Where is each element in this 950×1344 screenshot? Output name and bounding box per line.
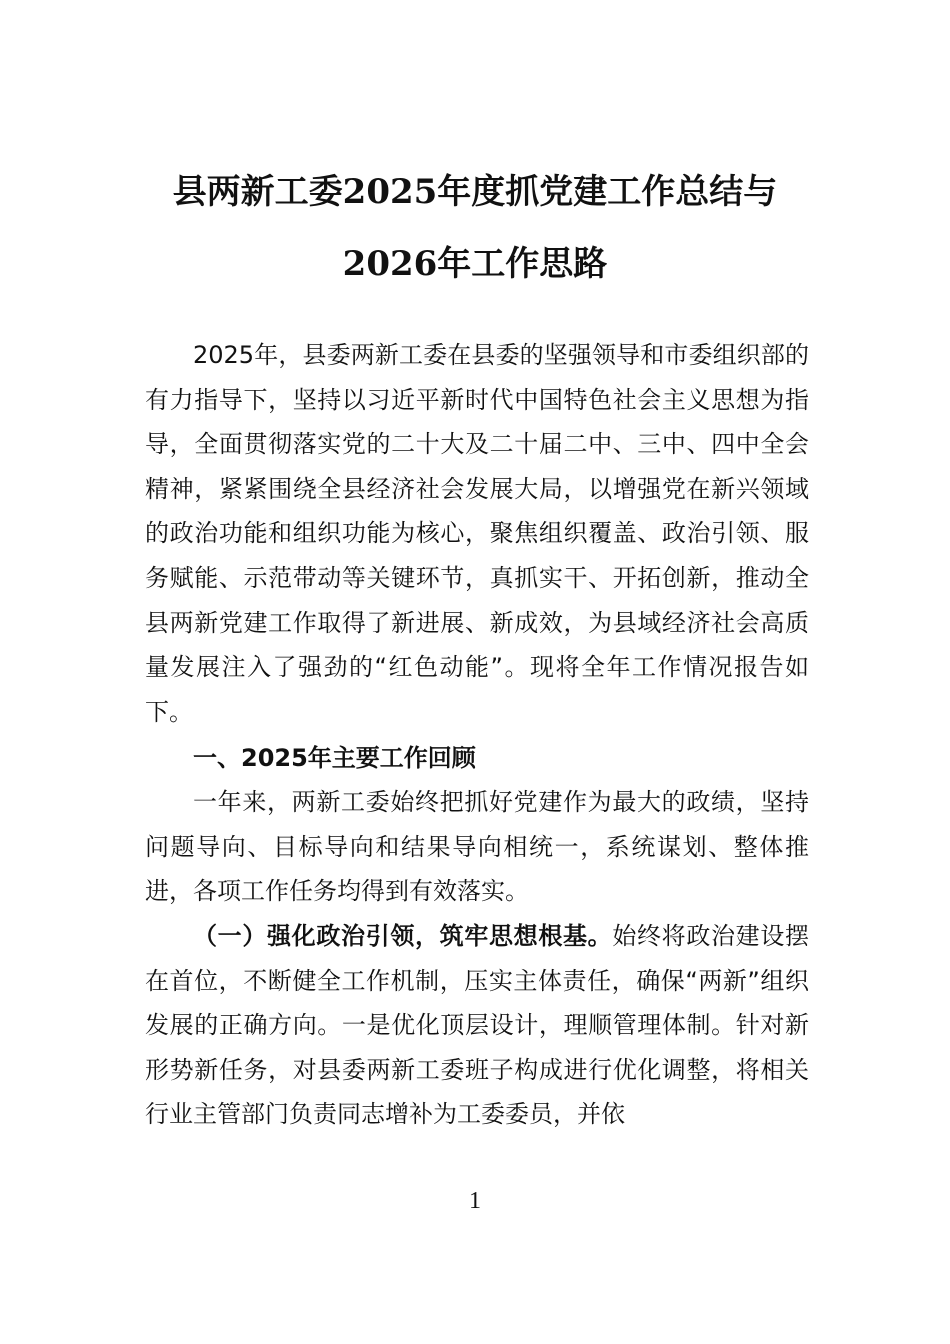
subsection-paragraph <box>145 914 809 1137</box>
section-heading: 一、2025年主要工作回顾 <box>193 744 476 772</box>
subsection-lead-heading: （一）强化政治引领，筑牢思想根基。 <box>193 921 613 950</box>
intro-paragraph: 2025年，县委两新工委在县委的坚强领导和市委组织部的有力指导下，坚持以习近平新时代中国特色社会主义思想为指导，全面贯彻落实党的二十大及二十届二中、三中、四中全会精神，紧紧围绕全县经济社会发展大局，以增强党在新兴领域的政治功能和组织功能为核心，聚焦组织覆盖、政治引领、服务赋能、示范带动等关键环节，真抓实干、开拓创新，推动全县两新党建工作取得了新进展、新成效，为县域经济社会高质量发展注入了强劲的“红色动能”。现将全年工作情况报告如下。 <box>145 341 809 726</box>
document-title-line-2: 2026年工作思路 <box>342 244 608 284</box>
section-paragraph: 一年来，两新工委始终把抓好党建作为最大的政绩，坚持问题导向、目标导向和结果导向相统一，系统谋划、整体推进，各项工作任务均得到有效落实。 <box>145 788 809 906</box>
subsection-body-text: 始终将政治建设摆在首位，不断健全工作机制，压实主体责任，确保“两新”组织发展的正确方向。一是优化顶层设计，理顺管理体制。针对新形势新任务，对县委两新工委班子构成进行优化调整，将相关行业主管部门负责同志增补为工委委员，并依 <box>145 922 810 1129</box>
page-number: 1 <box>469 1188 481 1214</box>
document-title-line-1: 县两新工委2025年度抓党建工作总结与 <box>172 172 778 212</box>
